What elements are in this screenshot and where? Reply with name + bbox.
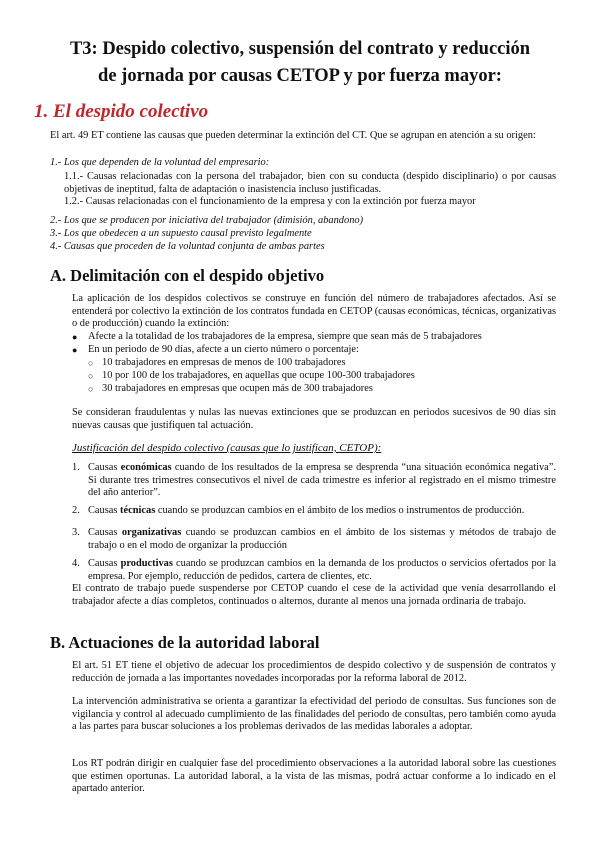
item-4-keyword: productivas [120,558,173,569]
hollow-bullet-icon: ○ [88,358,94,368]
justification-heading: Justificación del despido colectivo (causas que lo justifican, CETOP): [72,442,382,454]
sub-bullet-2: 10 por 100 de los trabajadores, en aquellas que ocupe 100-300 trabajadores [102,370,415,381]
item-4-text: cuando se produzcan cambios en la demanda de los productos o servicios ofertados por la empresa. Por ejemplo, reducción de pedidos, cartera de clientes, etc. [88,558,556,582]
section-a-para-2: Se consideran fraudulentas y nulas las nuevas extinciones que se produzcan en periodos sucesivos de 90 días sin nuevas causas que justifiquen tal actuación. [72,407,556,431]
title-line-1: T3: Despido colectivo, suspensión del contrato y reducción [69,39,531,59]
hollow-bullet-icon: ○ [88,384,94,394]
section-1-heading: 1. El despido colectivo [34,101,209,122]
item-4-lead: Causas [88,558,121,569]
cetop-item-1 [88,462,556,500]
cetop-item-2 [88,505,556,518]
bullet-icon: ● [72,345,78,355]
cause-2: 2.- Los que se producen por iniciativa del trabajador (dimisión, abandono) [50,215,364,226]
item-3-text: cuando se produzcan cambios en el ámbito de los sistemas y métodos de trabajo de trabajo o en el modo de organizar la producción [88,527,556,551]
section-a-heading: A. Delimitación con el despido objetivo [50,266,325,285]
bullet-item-1: Afecte a la totalidad de los trabajadores de la empresa, siempre que sean más de 5 trabajadores [88,331,482,342]
section-b-para-1: El art. 51 ET tiene el objetivo de adecuar los procedimientos de despido colectivo y de suspensión de contratos y reducción de jornada a las importantes novedades incorporadas por la reforma laboral de 2012. [72,660,556,684]
section-1-intro: El art. 49 ET contiene las causas que pueden determinar la extinción del CT. Que se agrupan en atención a su origen: [50,130,536,141]
cetop-item-4 [88,558,556,583]
sub-bullet-3: 30 trabajadores en empresas que ocupen más de 300 trabajadores [102,383,373,394]
item-1-keyword: económicas [120,462,172,473]
section-b-para-2: La intervención administrativa se orienta a garantizar la efectividad del periodo de consultas. Sus funciones son de vigilancia y control al adecuado cumplimiento de las finalidades del periodo de consultas, pero también como ayuda a las partes para buscar soluciones a los problemas derivados de las medidas laborales a adoptar. [72,696,556,733]
cause-1-1: 1.1.- Causas relacionadas con la persona del trabajador, bien con su conducta (despido disciplinario) o por causas objetivas de ineptitud, falta de adaptación o inasistencia incluso justificadas. [64,171,556,195]
item-3-number: 3. [72,527,80,538]
bullet-icon: ● [72,332,78,342]
item-1-text: cuando de los resultados de la empresa se desprenda “una situación económica negativa”. Si durante tres trimestres consecutivos el nivel de cada trimestre es inferior al registrado en el mismo trimestre del año anterior”. [88,462,556,499]
cause-4: 4.- Causas que proceden de la voluntad conjunta de ambas partes [50,241,325,252]
item-2-lead: Causas [88,505,121,516]
item-4-number: 4. [72,558,80,569]
bullet-item-2: En un periodo de 90 días, afecte a un cierto número o porcentaje: [88,344,359,355]
item-2-number: 2. [72,505,80,516]
hollow-bullet-icon: ○ [88,371,94,381]
item-3-lead: Causas [88,527,122,538]
document-title [30,36,570,90]
item-3-keyword: organizativas [121,527,182,538]
section-a-para-1: La aplicación de los despidos colectivos se construye en función del número de trabajadores afectados. Así se entenderá por colectivo la extinción de los contratos fundada en CETOP (causas económicas, técnicas, organizativas o de producción) cuando la extinción: [72,293,556,330]
title-line-2: de jornada por causas CETOP y por fuerza mayor: [98,66,502,86]
cause-3: 3.- Los que obedecen a un supuesto causal previsto legalmente [50,228,312,239]
item-2-text: cuando se produzcan cambios en el ámbito de los medios o instrumentos de producción. [155,505,525,516]
cause-1: 1.- Los que dependen de la voluntad del empresario: [50,157,270,168]
cause-1-2: 1.2.- Causas relacionadas con el funcionamiento de la empresa y con la extinción por fuerza mayor [64,196,476,207]
item-1-number: 1. [72,462,80,473]
item-1-lead: Causas [88,462,121,473]
sub-bullet-1: 10 trabajadores en empresas de menos de 100 trabajadores [102,357,346,368]
item-2-keyword: técnicas [120,505,156,516]
section-b-heading: B. Actuaciones de la autoridad laboral [50,633,320,652]
cetop-item-3 [88,527,556,552]
section-a-para-3: El contrato de trabajo puede suspenderse por CETOP cuando el cese de la actividad que venía desarrollando el trabajador afecte a días completos, continuados o alternos, durante al menos una jornada ordinaria de trabajo. [72,583,556,607]
section-b-para-3: Los RT podrán dirigir en cualquier fase del procedimiento observaciones a la autoridad laboral sobre las cuestiones que estimen oportunas. La autoridad laboral, a la vista de las mismas, podrá actuar conforme a lo indicado en el apartado anterior. [72,758,556,795]
